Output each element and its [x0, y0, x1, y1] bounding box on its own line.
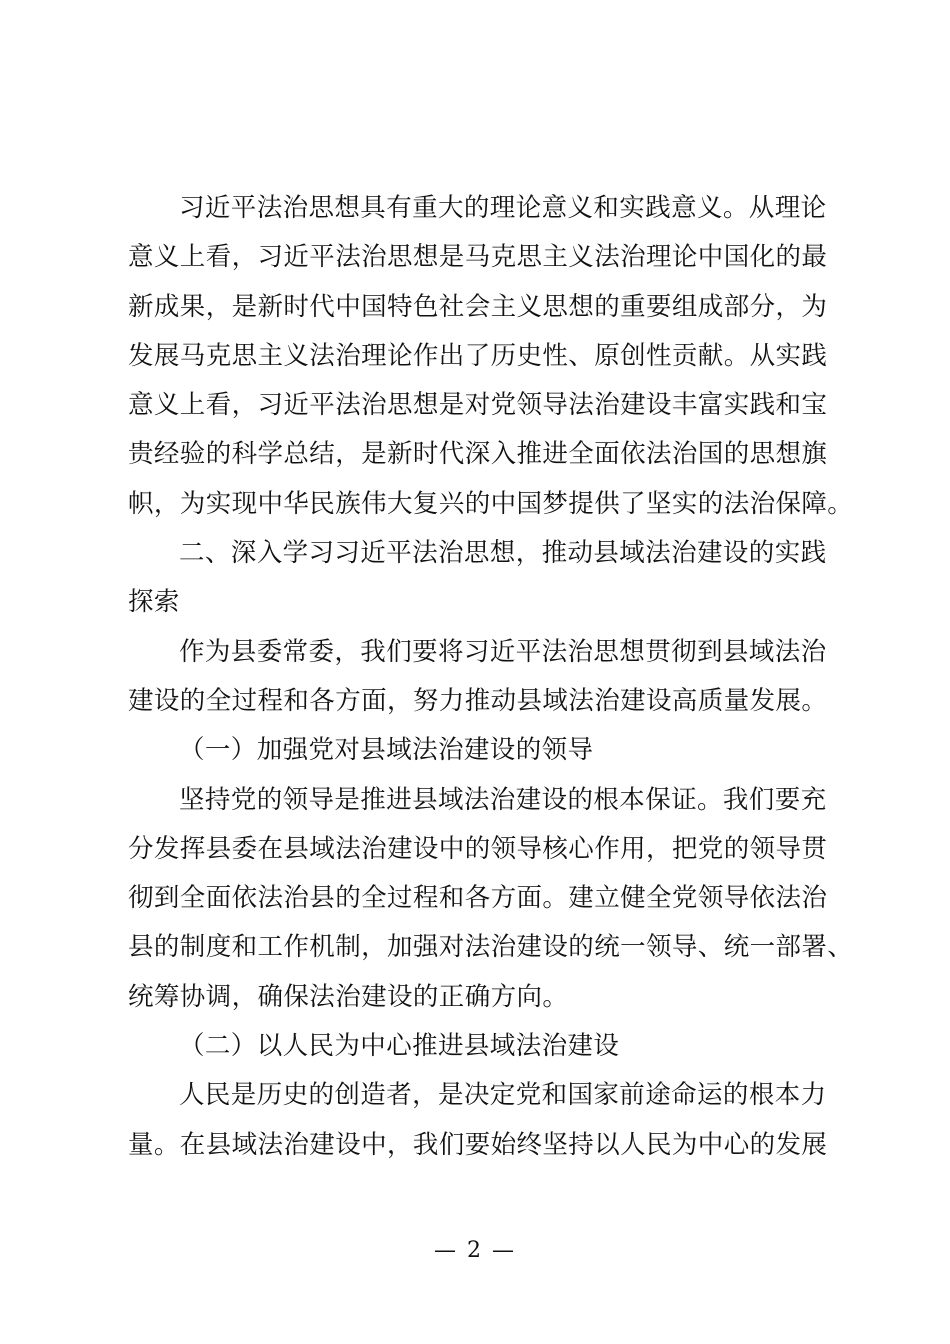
text-line: 习近平法治思想具有重大的理论意义和实践意义。从理论: [179, 193, 827, 223]
body-text: [128, 184, 854, 1170]
subsection-heading: （二）以人民为中心推进县域法治建设: [179, 1031, 620, 1062]
text-line: 发展马克思主义法治理论作出了历史性、原创性贡献。从实践: [128, 340, 828, 371]
text-line: 意义上看，习近平法治思想是马克思主义法治理论中国化的最: [128, 242, 828, 273]
subsection-heading: （一）加强党对县域法治建设的领导: [179, 735, 594, 766]
text-line: 坚持党的领导是推进县域法治建设的根本保证。我们要充: [179, 784, 827, 815]
text-line: 建设的全过程和各方面，努力推动县域法治建设高质量发展。: [128, 685, 828, 716]
text-line: 意义上看，习近平法治思想是对党领导法治建设丰富实践和宝: [128, 390, 828, 421]
text-line: 量。在县域法治建设中，我们要始终坚持以人民为中心的发展: [128, 1129, 828, 1160]
text-line: 作为县委常委，我们要将习近平法治思想贯彻到县域法治: [179, 636, 827, 667]
page-number: — 2 —: [434, 1238, 516, 1263]
text-line: 县的制度和工作机制，加强对法治建设的统一领导、统一部署、: [128, 932, 854, 963]
section-heading: 二、深入学习习近平法治思想，推动县域法治建设的实践: [179, 538, 827, 569]
text-line: 彻到全面依法治县的全过程和各方面。建立健全党领导依法治: [128, 883, 828, 914]
text-line: 分发挥县委在县域法治建设中的领导核心作用，把党的领导贯: [128, 833, 828, 864]
section-heading-continued: 探索: [128, 587, 180, 618]
text-line: 统筹协调，确保法治建设的正确方向。: [128, 981, 569, 1012]
text-line: 新成果，是新时代中国特色社会主义思想的重要组成部分，为: [128, 291, 828, 322]
text-line: 人民是历史的创造者，是决定党和国家前途命运的根本力: [179, 1080, 827, 1111]
text-line: 贵经验的科学总结，是新时代深入推进全面依法治国的思想旗: [128, 439, 828, 470]
text-line: 帜，为实现中华民族伟大复兴的中国梦提供了坚实的法治保障。: [128, 488, 854, 519]
